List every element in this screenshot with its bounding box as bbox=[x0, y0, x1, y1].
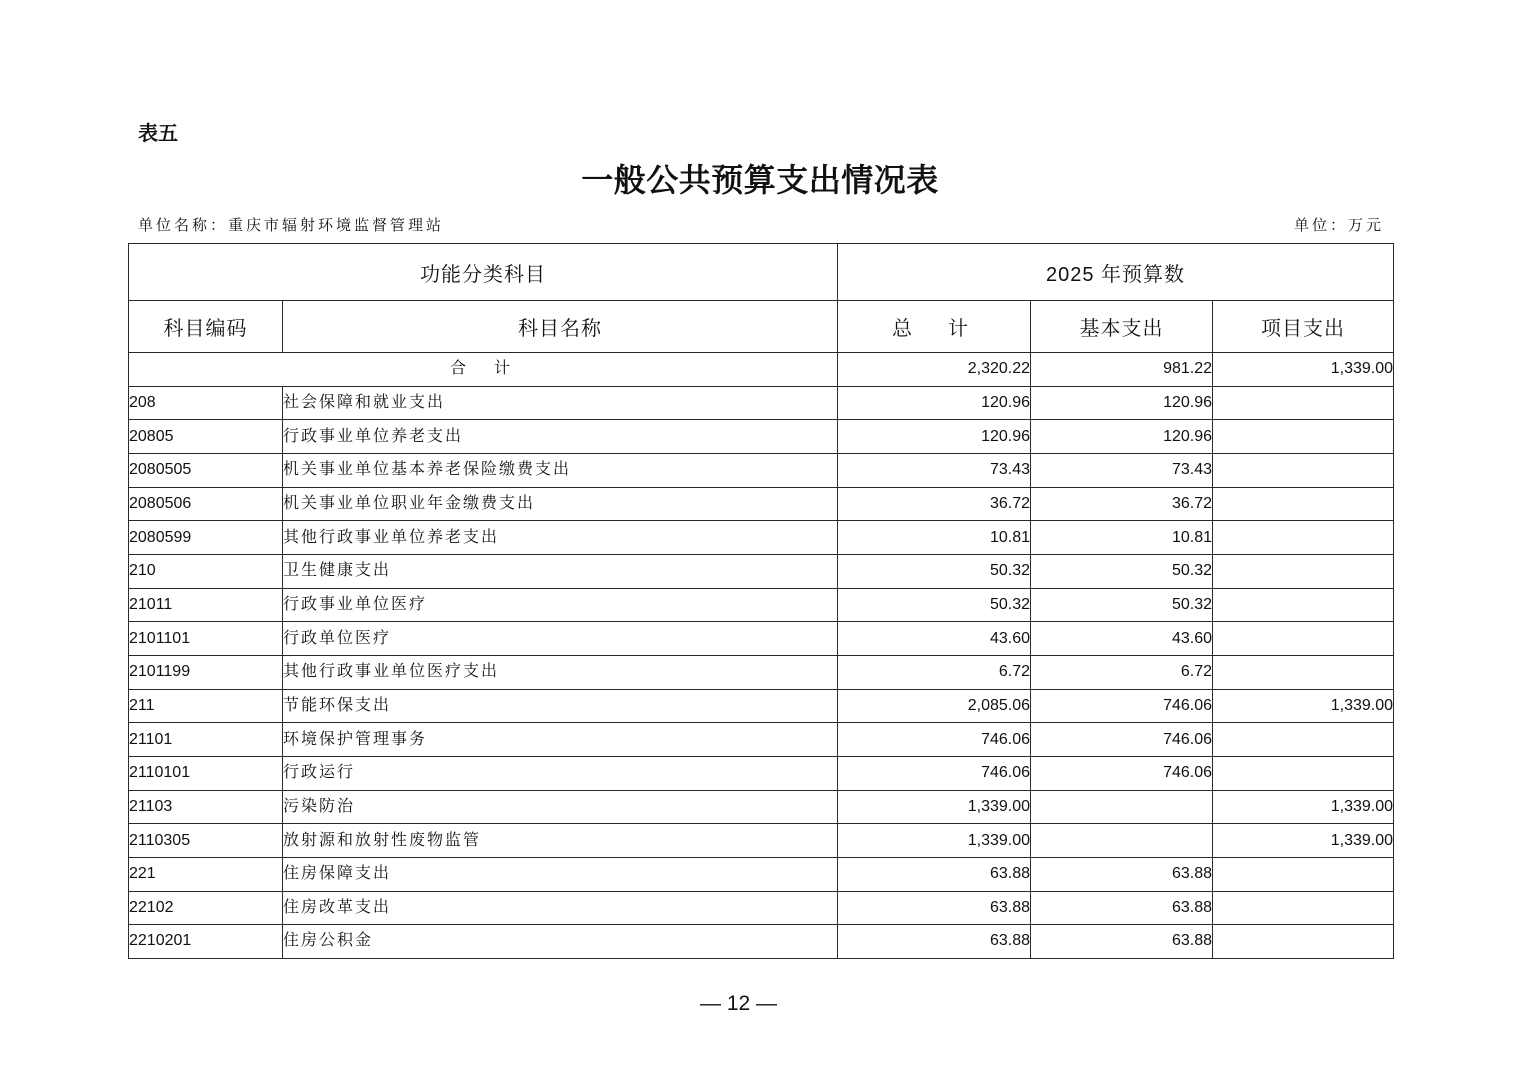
basic-cell: 63.88 bbox=[1031, 857, 1213, 891]
name-cell: 社会保障和就业支出 bbox=[283, 386, 838, 420]
code-cell: 2110305 bbox=[129, 824, 283, 858]
total-cell: 1,339.00 bbox=[838, 790, 1031, 824]
name-cell: 住房保障支出 bbox=[283, 857, 838, 891]
name-cell: 其他行政事业单位医疗支出 bbox=[283, 655, 838, 689]
basic-cell bbox=[1031, 790, 1213, 824]
project-cell: 1,339.00 bbox=[1213, 824, 1394, 858]
header-total: 总 计 bbox=[838, 301, 1031, 353]
basic-cell bbox=[1031, 824, 1213, 858]
project-cell: 1,339.00 bbox=[1213, 689, 1394, 723]
name-cell: 卫生健康支出 bbox=[283, 554, 838, 588]
table-row bbox=[129, 588, 1394, 622]
project-cell bbox=[1213, 925, 1394, 959]
project-cell: 1,339.00 bbox=[1213, 353, 1394, 387]
name-cell: 行政单位医疗 bbox=[283, 622, 838, 656]
unit-name: 单位名称：重庆市辐射环境监督管理站 bbox=[138, 218, 445, 234]
basic-cell: 43.60 bbox=[1031, 622, 1213, 656]
name-cell: 放射源和放射性废物监管 bbox=[283, 824, 838, 858]
code-cell: 210 bbox=[129, 554, 283, 588]
table-row bbox=[129, 453, 1394, 487]
name-cell: 行政事业单位养老支出 bbox=[283, 420, 838, 454]
table-row bbox=[129, 925, 1394, 959]
basic-cell: 50.32 bbox=[1031, 588, 1213, 622]
table-row bbox=[129, 655, 1394, 689]
total-cell: 10.81 bbox=[838, 521, 1031, 555]
total-cell: 50.32 bbox=[838, 554, 1031, 588]
total-cell: 120.96 bbox=[838, 420, 1031, 454]
total-cell: 63.88 bbox=[838, 857, 1031, 891]
header-basic: 基本支出 bbox=[1031, 301, 1213, 353]
total-cell: 50.32 bbox=[838, 588, 1031, 622]
table-row bbox=[129, 790, 1394, 824]
project-cell bbox=[1213, 857, 1394, 891]
project-cell bbox=[1213, 655, 1394, 689]
code-cell: 2080505 bbox=[129, 453, 283, 487]
total-cell: 63.88 bbox=[838, 891, 1031, 925]
table-row bbox=[129, 689, 1394, 723]
header-name: 科目名称 bbox=[283, 301, 838, 353]
basic-cell: 50.32 bbox=[1031, 554, 1213, 588]
project-cell: 1,339.00 bbox=[1213, 790, 1394, 824]
total-cell: 43.60 bbox=[838, 622, 1031, 656]
table-row bbox=[129, 723, 1394, 757]
total-cell: 36.72 bbox=[838, 487, 1031, 521]
project-cell bbox=[1213, 891, 1394, 925]
code-cell: 20805 bbox=[129, 420, 283, 454]
table-row bbox=[129, 891, 1394, 925]
project-cell bbox=[1213, 386, 1394, 420]
total-label: 合 计 bbox=[129, 353, 838, 387]
name-cell: 其他行政事业单位养老支出 bbox=[283, 521, 838, 555]
table-row bbox=[129, 756, 1394, 790]
basic-cell: 36.72 bbox=[1031, 487, 1213, 521]
name-cell: 行政事业单位医疗 bbox=[283, 588, 838, 622]
name-cell: 环境保护管理事务 bbox=[283, 723, 838, 757]
table-row bbox=[129, 622, 1394, 656]
project-cell bbox=[1213, 588, 1394, 622]
header-column-row bbox=[129, 301, 1394, 353]
code-cell: 2210201 bbox=[129, 925, 283, 959]
total-cell: 2,085.06 bbox=[838, 689, 1031, 723]
project-cell bbox=[1213, 487, 1394, 521]
name-cell: 污染防治 bbox=[283, 790, 838, 824]
code-cell: 2101101 bbox=[129, 622, 283, 656]
code-cell: 221 bbox=[129, 857, 283, 891]
project-cell bbox=[1213, 453, 1394, 487]
header-group-row bbox=[129, 244, 1394, 301]
budget-table bbox=[128, 243, 1394, 959]
total-cell: 6.72 bbox=[838, 655, 1031, 689]
name-cell: 住房公积金 bbox=[283, 925, 838, 959]
table-row bbox=[129, 420, 1394, 454]
total-cell: 120.96 bbox=[838, 386, 1031, 420]
table-row bbox=[129, 857, 1394, 891]
page-number: — 12 — bbox=[700, 992, 778, 1015]
code-cell: 211 bbox=[129, 689, 283, 723]
basic-cell: 63.88 bbox=[1031, 891, 1213, 925]
table-row bbox=[129, 386, 1394, 420]
name-cell: 行政运行 bbox=[283, 756, 838, 790]
code-cell: 21011 bbox=[129, 588, 283, 622]
basic-cell: 746.06 bbox=[1031, 723, 1213, 757]
header-functional-classification: 功能分类科目 bbox=[129, 244, 838, 301]
project-cell bbox=[1213, 622, 1394, 656]
total-cell: 2,320.22 bbox=[838, 353, 1031, 387]
name-cell: 机关事业单位基本养老保险缴费支出 bbox=[283, 453, 838, 487]
header-code: 科目编码 bbox=[129, 301, 283, 353]
project-cell bbox=[1213, 420, 1394, 454]
code-cell: 2101199 bbox=[129, 655, 283, 689]
code-cell: 208 bbox=[129, 386, 283, 420]
code-cell: 2080599 bbox=[129, 521, 283, 555]
name-cell: 住房改革支出 bbox=[283, 891, 838, 925]
total-cell: 746.06 bbox=[838, 723, 1031, 757]
total-cell: 63.88 bbox=[838, 925, 1031, 959]
basic-cell: 63.88 bbox=[1031, 925, 1213, 959]
total-row bbox=[129, 353, 1394, 387]
currency-unit: 单位：万元 bbox=[1293, 218, 1384, 234]
basic-cell: 73.43 bbox=[1031, 453, 1213, 487]
total-cell: 1,339.00 bbox=[838, 824, 1031, 858]
table-row bbox=[129, 554, 1394, 588]
name-cell: 节能环保支出 bbox=[283, 689, 838, 723]
project-cell bbox=[1213, 554, 1394, 588]
project-cell bbox=[1213, 723, 1394, 757]
code-cell: 2110101 bbox=[129, 756, 283, 790]
basic-cell: 120.96 bbox=[1031, 420, 1213, 454]
total-cell: 73.43 bbox=[838, 453, 1031, 487]
total-cell: 746.06 bbox=[838, 756, 1031, 790]
basic-cell: 10.81 bbox=[1031, 521, 1213, 555]
basic-cell: 120.96 bbox=[1031, 386, 1213, 420]
code-cell: 2080506 bbox=[129, 487, 283, 521]
project-cell bbox=[1213, 756, 1394, 790]
basic-cell: 6.72 bbox=[1031, 655, 1213, 689]
document-title: 一般公共预算支出情况表 bbox=[581, 162, 939, 198]
project-cell bbox=[1213, 521, 1394, 555]
code-cell: 21103 bbox=[129, 790, 283, 824]
basic-cell: 981.22 bbox=[1031, 353, 1213, 387]
name-cell: 机关事业单位职业年金缴费支出 bbox=[283, 487, 838, 521]
table-row bbox=[129, 487, 1394, 521]
table-label: 表五 bbox=[138, 123, 178, 145]
header-project: 项目支出 bbox=[1213, 301, 1394, 353]
table-row bbox=[129, 824, 1394, 858]
table-row bbox=[129, 521, 1394, 555]
basic-cell: 746.06 bbox=[1031, 756, 1213, 790]
code-cell: 21101 bbox=[129, 723, 283, 757]
header-budget-year: 2025 年预算数 bbox=[838, 244, 1394, 301]
code-cell: 22102 bbox=[129, 891, 283, 925]
basic-cell: 746.06 bbox=[1031, 689, 1213, 723]
